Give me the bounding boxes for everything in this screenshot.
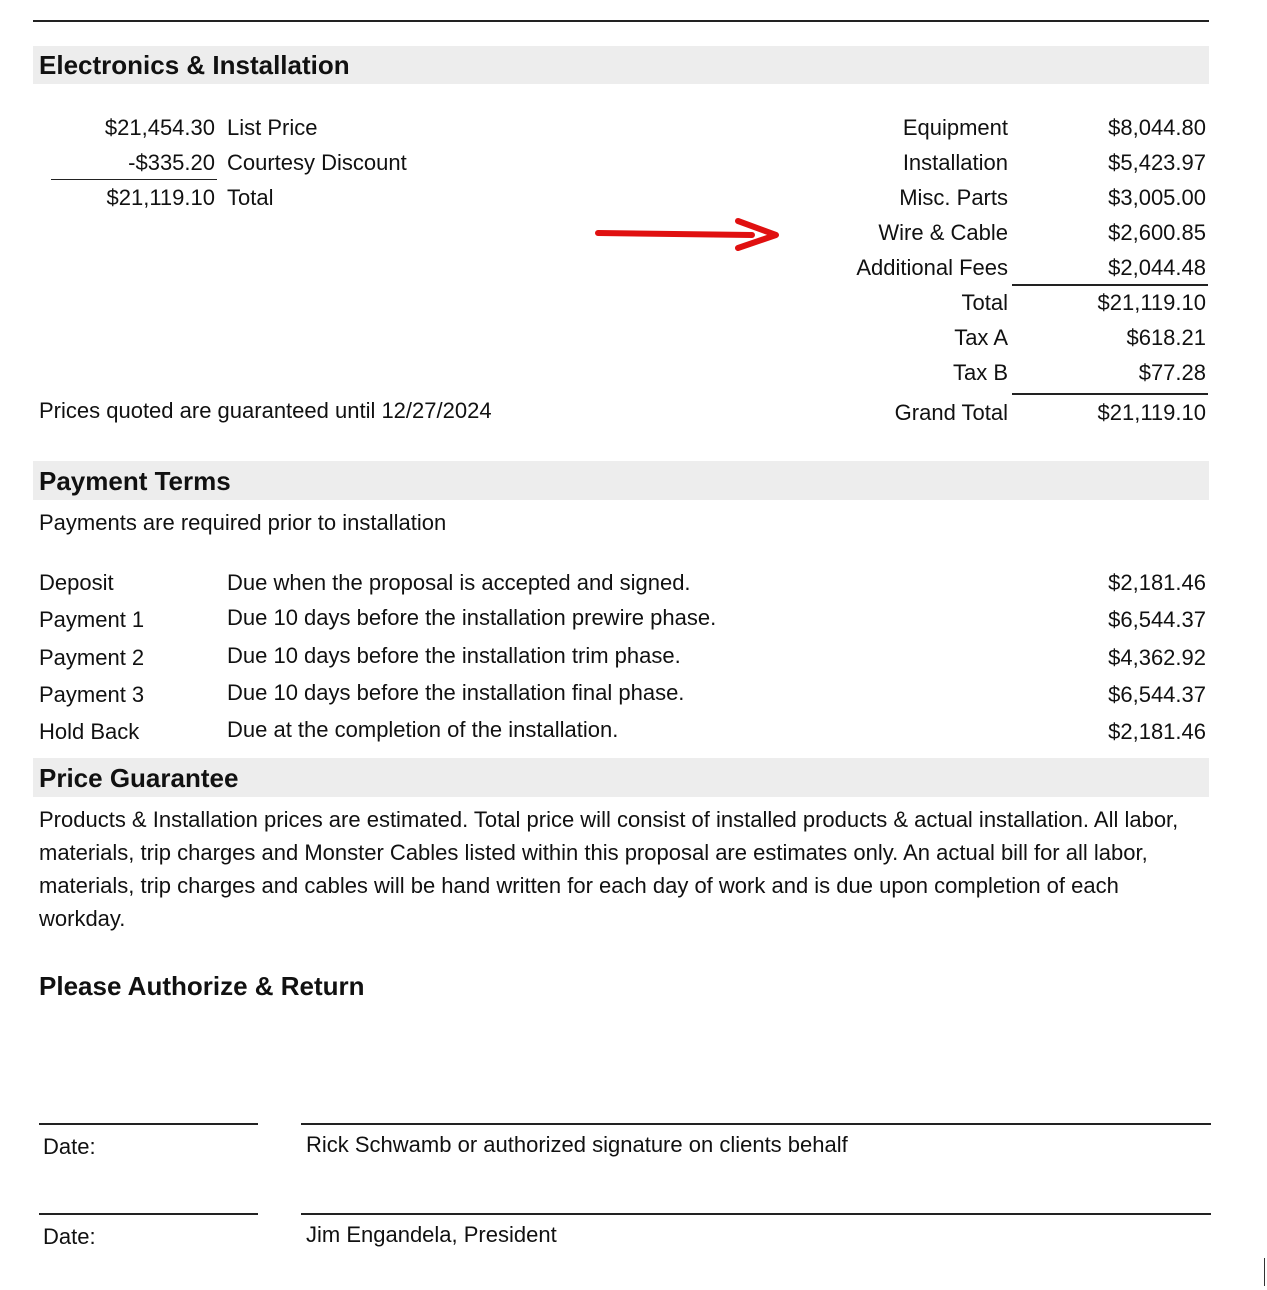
text-cursor: [1264, 1258, 1265, 1286]
payment-amount-hold-back: $2,181.46: [1108, 719, 1206, 744]
payment-name-payment-1: Payment 1: [39, 607, 145, 632]
breakdown-value-additional-fees: $2,044.48: [1108, 255, 1206, 280]
payment-name-payment-2: Payment 2: [39, 645, 145, 670]
breakdown-label-total: Total: [961, 290, 1008, 315]
payment-desc-payment-1: Due 10 days before the installation prewire phase.: [227, 605, 717, 630]
breakdown-value-equipment: $8,044.80: [1108, 115, 1206, 140]
section-header-payment: [33, 461, 1209, 500]
payment-name-payment-3: Payment 3: [39, 682, 145, 707]
list-price-label: List Price: [227, 115, 318, 140]
payment-desc-deposit: Due when the proposal is accepted and signed.: [227, 570, 691, 595]
breakdown-label-additional-fees: Additional Fees: [856, 255, 1008, 280]
section-header-electronics: [33, 46, 1209, 84]
payment-name-deposit: Deposit: [39, 570, 114, 595]
breakdown-value-wire-cable: $2,600.85: [1108, 220, 1206, 245]
signer-label-1: Rick Schwamb or authorized signature on clients behalf: [306, 1132, 848, 1157]
signature-line-1: [301, 1123, 1211, 1125]
breakdown-label-misc-parts: Misc. Parts: [899, 185, 1008, 210]
date-label-1: Date:: [43, 1134, 96, 1159]
date-line-1: [39, 1123, 258, 1125]
breakdown-value-grand-total: $21,119.10: [1097, 400, 1206, 425]
breakdown-label-installation: Installation: [902, 150, 1008, 175]
date-line-2: [39, 1213, 258, 1215]
discount-label: Courtesy Discount: [227, 150, 407, 175]
authorize-title: Please Authorize & Return: [39, 971, 365, 1001]
payment-desc-payment-3: Due 10 days before the installation final phase.: [227, 680, 685, 705]
total-label: Total: [227, 185, 274, 210]
section-title-guarantee: Price Guarantee: [39, 763, 239, 793]
payment-amount-payment-1: $6,544.37: [1108, 607, 1206, 632]
breakdown-label-tax-b: Tax B: [952, 360, 1008, 385]
discount-amount: -$335.20: [128, 150, 215, 175]
payment-desc-payment-2: Due 10 days before the installation trim phase.: [227, 643, 681, 668]
breakdown-label-grand-total: Grand Total: [894, 400, 1008, 425]
breakdown-label-wire-cable: Wire & Cable: [878, 220, 1008, 245]
breakdown-label-equipment: Equipment: [902, 115, 1008, 140]
total-amount: $21,119.10: [106, 185, 215, 210]
breakdown-value-total: $21,119.10: [1097, 290, 1206, 315]
red-arrow-icon: [592, 216, 784, 252]
breakdown-value-installation: $5,423.97: [1108, 150, 1206, 175]
section-title-electronics: Electronics & Installation: [39, 50, 350, 80]
breakdown-label-tax-a: Tax A: [954, 325, 1008, 350]
breakdown-value-misc-parts: $3,005.00: [1108, 185, 1206, 210]
grand-total-rule: [1012, 393, 1208, 395]
guarantee-paragraph: Products & Installation prices are estimated. Total price will consist of installed products & actual installation. All labor, materials, trip charges and Monster Cables listed within this proposal are estimates only. An actual bill for all labor, materials, trip charges and cables will be hand written for each day of work and is due upon completion of each workday.: [39, 807, 1179, 931]
payment-amount-payment-2: $4,362.92: [1108, 645, 1206, 670]
payment-note: Payments are required prior to installation: [39, 510, 447, 535]
payment-amount-payment-3: $6,544.37: [1108, 682, 1206, 707]
breakdown-subtotal-rule: [1012, 284, 1208, 286]
subtotal-rule: [51, 179, 217, 180]
list-price-amount: $21,454.30: [104, 115, 215, 140]
payment-amount-deposit: $2,181.46: [1108, 570, 1206, 595]
signer-label-2: Jim Engandela, President: [306, 1222, 557, 1247]
payment-name-hold-back: Hold Back: [39, 719, 140, 744]
signature-line-2: [301, 1213, 1211, 1215]
payment-desc-hold-back: Due at the completion of the installation.: [227, 717, 619, 742]
date-label-2: Date:: [43, 1224, 96, 1249]
guarantee-note: Prices quoted are guaranteed until 12/27/2024: [39, 398, 492, 423]
top-rule: [33, 20, 1209, 22]
section-title-payment: Payment Terms: [39, 466, 231, 496]
section-header-guarantee: [33, 758, 1209, 797]
breakdown-value-tax-b: $77.28: [1138, 360, 1206, 385]
breakdown-value-tax-a: $618.21: [1126, 325, 1206, 350]
